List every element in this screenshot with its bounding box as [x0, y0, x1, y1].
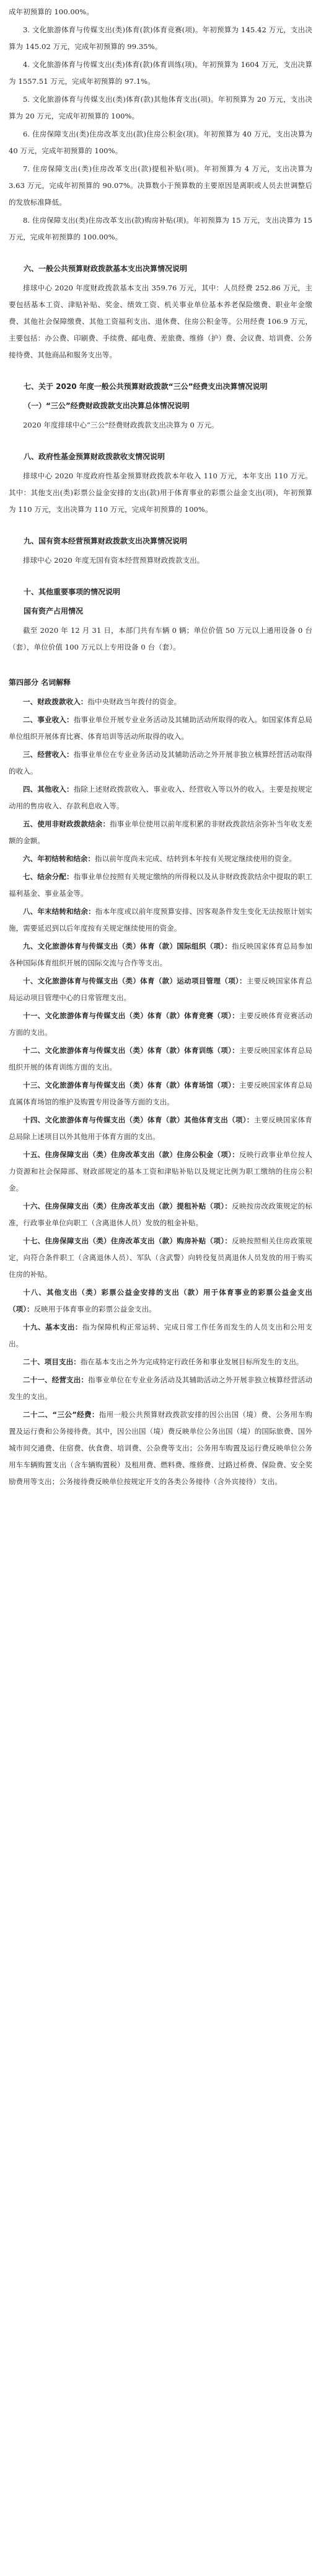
glossary-term	[9, 1042, 312, 1076]
glossary-term-body: 指事业单位开展专业业务活动及其辅助活动所取得的收入。如国家体育总局单位组织开展体育比赛、体育培训等活动所取得的收入。	[9, 715, 313, 741]
section-paragraph: 截至 2020 年 12 月 31 日，本部门共有车辆 0 辆；单位价值 50 万元以上通用设备 0 台（套），单位价值 100 万元以上专用设备 0 台（套）。	[9, 626, 312, 651]
glossary-term-body: 指事业单位在专业业务活动及其辅助活动之外开展非独立核算经营活动取得的收入。	[9, 750, 313, 776]
glossary-term	[9, 1284, 312, 1318]
glossary-term-title: 二、事业收入：	[23, 715, 74, 724]
section-subheading: （一）“三公”经费财政拨款支出决算总体情况说明	[24, 401, 190, 410]
glossary-term-title: 十八、其他支出（类）彩票公益金安排的支出（款）用于体育事业的彩票公益金支出（项）：	[9, 1288, 312, 1313]
glossary-term-title: 十一、文化旅游体育与传媒支出（类）体育（款）体育竞赛（项）：	[23, 1011, 239, 1020]
glossary-term	[9, 712, 312, 745]
glossary-term-body: 指为保障机构正常运转、完成日常工作任务而发生的人员支出和公用支出。	[9, 1323, 312, 1348]
glossary-term-body: 主要反映国家体育总局除上述项目以外其他用于体育方面的支出。	[9, 1116, 312, 1141]
section-paragraph: 排球中心 2020 年度无国有资本经营预算财政拨款支出。	[23, 556, 204, 565]
glossary-term	[9, 1077, 312, 1111]
intro-paragraph-3: 4. 文化旅游体育与传媒支出(类)体育(款)体育训练(项)。年初预算为 1604 万元，支出决算为 1557.51 万元，完成年初预算的 97.1%。	[9, 60, 312, 86]
section-paragraph: 排球中心 2020 年度财政拨款基本支出 359.76 万元，其中：人员经费 252.86 万元，主要包括基本工资、津贴补贴、奖金、绩效工资、机关事业单位基本养老保险缴费、职业年金缴费、其他社会保障缴费、其他工资福利支出、退休费、住房公积金等。公用经费 106.9 万元，主要包括：办公费、印刷费、手续费、邮电费、差旅费、维修（护）费、会议费、培训费、公务接待费、其他商品和服务支出等。	[9, 284, 312, 359]
glossary-term-title: 十二、文化旅游体育与传媒支出（类）体育（款）体育训练（项）：	[23, 1046, 239, 1055]
glossary-term-title: 九、文化旅游体育与传媒支出（类）体育（款）国际组织（项）：	[23, 942, 232, 950]
glossary-term-body: 主要反映国家体育总局运动项目管理中心的日常管理支出。	[9, 977, 312, 1002]
glossary-term-body: 指中央财政当年拨付的资金。	[87, 697, 182, 706]
glossary-term-body: 指反映国家体育总局参加各种国际体育组织开展的国际交流与合作等支出。	[9, 942, 312, 967]
glossary-term	[9, 781, 312, 815]
glossary-term-title: 八、年末结转和结余：	[23, 907, 95, 916]
glossary-term-title: 十七、住房保障支出（类）住房改革支出（款）购房补贴（项）：	[23, 1237, 232, 1245]
section-paragraph: 2020 年度排球中心“三公”经费财政拨款支出决算为 0 万元。	[23, 421, 219, 429]
section-subheading: 国有资产占用情况	[24, 607, 84, 615]
glossary-term-title: 七、结余分配：	[23, 872, 74, 881]
section-state-capital	[9, 533, 312, 569]
glossary-term	[9, 869, 312, 902]
glossary-term-body: 指在基本支出之外为完成特定行政任务和事业发展目标所发生的支出。	[80, 1357, 304, 1366]
glossary-section	[9, 674, 312, 1490]
glossary-term-title: 四、其他收入：	[23, 785, 74, 794]
glossary-term	[9, 938, 312, 972]
glossary-term	[9, 1354, 312, 1371]
glossary-term-body: 指以前年度尚未完成、结转到本年按有关规定继续使用的资金。	[95, 854, 296, 863]
section-heading: 十、其他重要事项的情况说明	[24, 588, 121, 596]
glossary-term	[9, 851, 312, 867]
glossary-term-title: 一、财政拨款收入：	[23, 697, 88, 706]
glossary-term-title: 三、经营收入：	[23, 750, 74, 759]
glossary-term-title: 二十、项目支出：	[23, 1357, 81, 1366]
glossary-term-body: 反映用于体育事业的彩票公益金支出。	[33, 1305, 156, 1313]
glossary-term-body: 反映行政事业单位按人力资源和社会保障部、财政部规定的基本工资和津贴补贴以及规定比例为职工缴纳的住房公积金。	[9, 1150, 313, 1192]
glossary-term	[9, 816, 312, 849]
glossary-term-body: 指事业单位按照有关规定缴纳的所得税以及从非财政拨款结余中提取的职工福利基金、事业基金等。	[9, 872, 313, 898]
section-heading: 九、国有资本经营预算财政拨款支出决算情况说明	[24, 537, 188, 545]
glossary-term-title: 二十一、经营支出：	[23, 1375, 89, 1384]
glossary-term	[9, 973, 312, 1006]
glossary-term-body: 反映按房改政策规定的标准，行政事业单位向职工（含离退休人员）发放的租金补贴。	[9, 1202, 312, 1227]
intro-paragraph-7: 8. 住房保障支出(类)住房改革支出(款)购房补贴(项)。年初预算为 15 万元，支出决算为 15 万元，完成年初预算的 100.00%。	[9, 216, 312, 241]
section-heading: 八、政府性基金预算财政拨款收支情况说明	[24, 452, 165, 461]
glossary-term-body: 指事业单位在专业业务活动及其辅助活动之外开展非独立核算经营活动发生的支出。	[9, 1375, 312, 1401]
glossary-term	[9, 1319, 312, 1353]
section-three-public-expenses	[9, 378, 312, 434]
section-heading: 六、一般公共预算财政拨款基本支出决算情况说明	[24, 264, 188, 273]
glossary-term-body: 主要反映国家体育总局直属体育场馆的维护及购置专用设备等方面的支出。	[9, 1081, 313, 1106]
glossary-term	[9, 1008, 312, 1041]
glossary-term	[9, 1407, 312, 1490]
glossary-term-body: 指除上述财政拨款收入、事业收入、经营收入等以外的收入。主要是按规定动用的售房收入、存款利息收入等。	[9, 785, 313, 810]
glossary-heading: 第四部分 名词解释	[9, 678, 71, 687]
glossary-term-title: 十四、文化旅游体育与传媒支出（类）体育（款）其他体育支出（项）：	[23, 1116, 254, 1124]
glossary-list	[9, 694, 312, 1490]
glossary-term-body: 指事业单位使用以前年度积累的非财政拨款结余弥补当年收支差额的金额。	[9, 820, 312, 845]
section-heading: 七、关于 2020 年度一般公共预算财政拨款“三公”经费支出决算情况说明	[24, 382, 268, 391]
glossary-term	[9, 1198, 312, 1232]
glossary-term-title: 六、年初结转和结余：	[23, 854, 95, 863]
glossary-term-title: 十五、住房保障支出（类）住房改革支出（款）住房公积金（项）：	[23, 1150, 239, 1159]
glossary-term	[9, 1233, 312, 1283]
glossary-term-title: 二十二、“三公”经费：	[23, 1410, 99, 1419]
section-government-fund	[9, 449, 312, 518]
glossary-term	[9, 1372, 312, 1405]
section-paragraph: 排球中心 2020 年度政府性基金预算财政拨款本年收入 110 万元，本年支出 110 万元。其中：其他支出(类)彩票公益金安排的支出(款)用于体育事业的彩票公益金支出(项)，年初预算为 110 万元，支出决算为 110 万元，完成年初预算的 100%。	[9, 472, 312, 514]
glossary-term	[9, 1112, 312, 1145]
intro-paragraph-6: 7. 住房保障支出(类)住房改革支出(款)提租补贴(项)。年初预算为 4 万元，支出决算为 3.63 万元，完成年初预算的 90.07%。决算数小于预算数的主要原因是离职或人员去世调整后的发放标准降低。	[9, 164, 312, 207]
section-other-matters	[9, 584, 312, 656]
glossary-term	[9, 746, 312, 780]
intro-section	[9, 4, 312, 246]
glossary-term	[9, 903, 312, 937]
glossary-term-title: 十、文化旅游体育与传媒支出（类）体育（款）运动项目管理（项）：	[23, 977, 247, 985]
glossary-term-body: 主要反映体育竞赛活动方面的支出。	[9, 1011, 313, 1037]
intro-paragraph-1: 成年初预算的 100.00%。	[9, 7, 94, 16]
intro-paragraph-2: 3. 文化旅游体育与传媒支出(类)体育(款)体育竞赛(项)。年初预算为 145.42 万元，支出决算为 145.02 万元，完成年初预算的 99.35%。	[9, 25, 312, 51]
glossary-term-body: 指本年度或以前年度预算安排、因客观条件发生变化无法按原计划实施，需要延迟到以后年度按有关规定继续使用的资金。	[9, 907, 313, 932]
glossary-term-title: 十六、住房保障支出（类）住房改革支出（款）提租补贴（项）：	[23, 1202, 232, 1210]
glossary-term	[9, 1147, 312, 1197]
intro-paragraph-4: 5. 文化旅游体育与传媒支出(类)体育(款)其他体育支出(项)。年初预算为 20 万元，支出决算为 20 万元，完成年初预算的 100%。	[9, 95, 312, 120]
glossary-term-body: 主要反映国家体育总局组织开展的体育训练方面的支出。	[9, 1046, 313, 1071]
intro-paragraph-5: 6. 住房保障支出(类)住房改革支出(款)住房公积金(项)。年初预算为 40 万元，支出决算为 40 万元，完成年初预算的 100%。	[9, 130, 312, 155]
glossary-term-title: 十三、文化旅游体育与传媒支出（类）体育（款）体育场馆（项）：	[23, 1081, 239, 1089]
glossary-term	[9, 694, 312, 710]
section-basic-expenditure	[9, 261, 312, 364]
glossary-term-body: 反映按照相关住房政策规定，向符合条件职工（含离退休人员）、军队（含武警）向转役复员离退休人员发放的用于购买住房的补贴。	[9, 1237, 312, 1279]
glossary-term-body: 指用一般公共预算财政拨款安排的因公出国（境）费、公务用车购置及运行费和公务接待费。其中，因公出国（境）费反映单位公务出国（境）的国际旅费、国外城市间交通费、住宿费、伙食费、培训费、公杂费等支出；公务用车购置及运行费反映单位公务用车车辆购置支出（含车辆购置税）及租用费、燃料费、维修费、过路过桥费、保险费、安全奖励费用等支出；公务接待费反映单位按规定开支的各类公务接待（含外宾接待）支出。	[9, 1410, 313, 1486]
glossary-term-title: 五、使用非财政拨款结余：	[23, 820, 110, 828]
glossary-term-title: 十九、基本支出：	[23, 1323, 82, 1331]
